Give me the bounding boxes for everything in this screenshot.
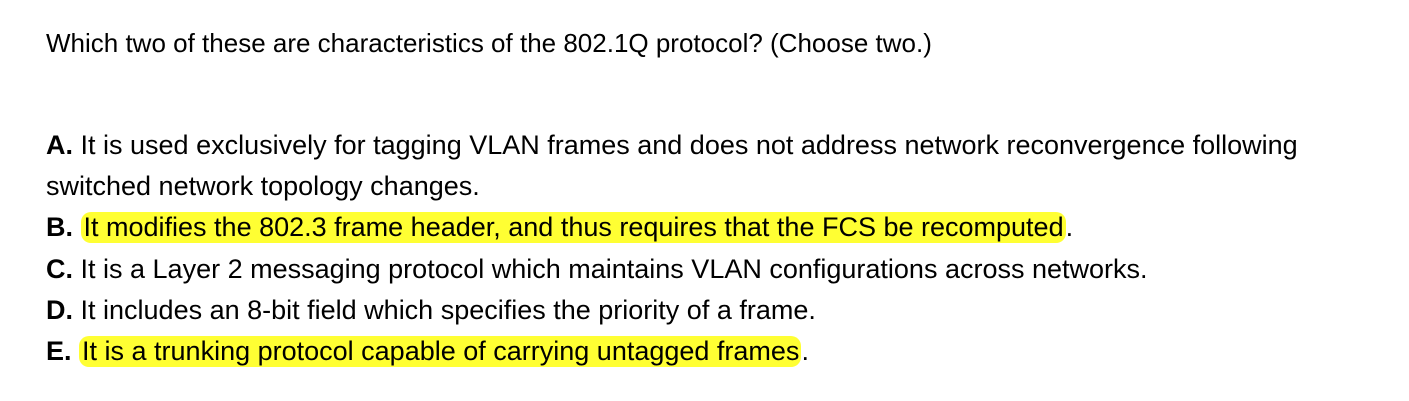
- option-text: It is used exclusively for tagging VLAN frames and does not address network reconvergence following switched network topology changes: [46, 130, 1298, 202]
- option-letter: A.: [46, 130, 73, 160]
- option-c: [46, 249, 1386, 290]
- option-text: It is a Layer 2 messaging protocol which maintains VLAN configurations across networks: [80, 253, 1141, 284]
- option-a: [46, 125, 1386, 207]
- option-e: [46, 331, 1386, 372]
- question-text: Which two of these are characteristics of the 802.1Q protocol? (Choose two.): [46, 28, 932, 58]
- option-b: [46, 207, 1386, 248]
- highlighted-answer-text: It is a trunking protocol capable of carrying untagged frames: [79, 336, 801, 367]
- option-period: .: [1140, 253, 1148, 284]
- option-letter: B.: [46, 212, 73, 243]
- option-period: .: [1065, 212, 1074, 243]
- answer-options: [46, 125, 1386, 372]
- option-period: .: [472, 171, 480, 202]
- option-letter: C.: [46, 253, 73, 284]
- option-period: .: [801, 336, 809, 367]
- option-letter: D.: [46, 294, 73, 325]
- option-d: [46, 290, 1386, 331]
- option-text: It includes an 8-bit field which specifies the priority of a frame: [80, 294, 809, 325]
- highlighted-answer-text: It modifies the 802.3 frame header, and thus requires that the FCS be recomputed: [81, 212, 1066, 243]
- option-letter: E.: [46, 336, 72, 367]
- option-period: .: [808, 294, 816, 325]
